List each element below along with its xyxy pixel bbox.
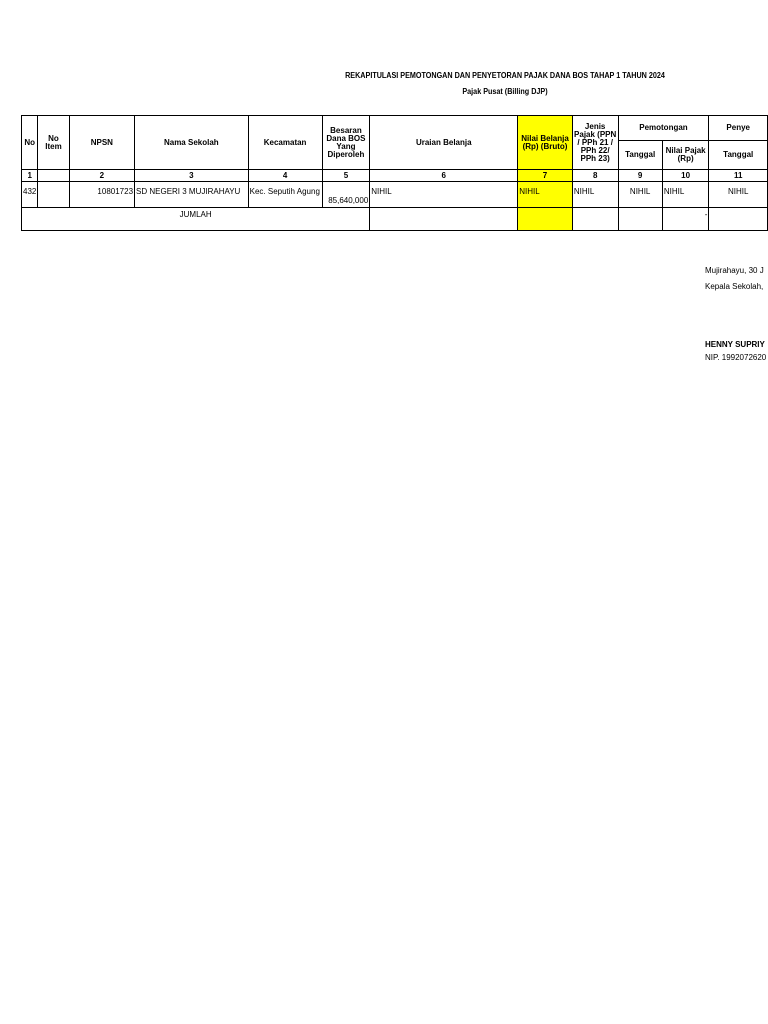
column-number: 4	[248, 170, 322, 182]
jumlah-nilai-pajak: -	[662, 208, 709, 231]
header-uraian: Uraian Belanja	[370, 116, 518, 170]
cell-npsn: 10801723	[69, 182, 134, 208]
column-number: 5	[322, 170, 370, 182]
signature-nip: NIP. 1992072620	[705, 353, 767, 362]
signature-place-date: Mujirahayu, 30 J	[705, 266, 764, 275]
header-no: No	[22, 116, 38, 170]
column-number: 11	[709, 170, 768, 182]
column-number: 6	[370, 170, 518, 182]
header-nilai-belanja: Nilai Belanja (Rp) (Bruto)	[518, 116, 573, 170]
empty-cell	[709, 208, 768, 231]
document-title: REKAPITULASI PEMOTONGAN DAN PENYETORAN PAJAK DANA BOS TAHAP 1 TAHUN 2024	[345, 71, 665, 80]
document-subtitle: Pajak Pusat (Billing DJP)	[462, 87, 548, 96]
column-number: 10	[662, 170, 709, 182]
signature-name: HENNY SUPRIY	[705, 340, 765, 349]
header-pemotongan: Pemotongan	[618, 116, 709, 141]
cell-no-item	[38, 182, 69, 208]
cell-uraian: NIHIL	[370, 182, 518, 208]
cell-jenis-pajak: NIHIL	[572, 182, 618, 208]
jumlah-label: JUMLAH	[22, 208, 370, 231]
column-number: 7	[518, 170, 573, 182]
cell-no: 432	[22, 182, 38, 208]
header-pemotongan-nilai: Nilai Pajak (Rp)	[662, 141, 709, 170]
column-number: 3	[135, 170, 249, 182]
header-jenis-pajak: Jenis Pajak (PPN / PPh 21 / PPh 22/ PPh 23)	[572, 116, 618, 170]
column-number: 1	[22, 170, 38, 182]
tax-recap-table	[21, 115, 768, 231]
cell-nilai-belanja: NIHIL	[518, 182, 573, 208]
empty-cell	[518, 208, 573, 231]
cell-pemotongan-nilai: NIHIL	[662, 182, 709, 208]
header-penyetoran: Penye	[709, 116, 768, 141]
header-besaran: Besaran Dana BOS Yang Diperoleh	[322, 116, 370, 170]
header-penyetoran-tanggal: Tanggal	[709, 141, 768, 170]
jumlah-row	[22, 208, 768, 231]
empty-cell	[572, 208, 618, 231]
header-no-item: No Item	[38, 116, 69, 170]
cell-penyetoran-tanggal: NIHIL	[709, 182, 768, 208]
header-npsn: NPSN	[69, 116, 134, 170]
cell-kecamatan: Kec. Seputih Agung	[248, 182, 322, 208]
cell-pemotongan-tanggal: NIHIL	[618, 182, 662, 208]
column-number: 8	[572, 170, 618, 182]
header-pemotongan-tanggal: Tanggal	[618, 141, 662, 170]
header-kecamatan: Kecamatan	[248, 116, 322, 170]
table-row	[22, 182, 768, 208]
column-number-row	[22, 170, 768, 182]
signature-role: Kepala Sekolah,	[705, 282, 764, 291]
column-number	[38, 170, 69, 182]
header-nama-sekolah: Nama Sekolah	[135, 116, 249, 170]
empty-cell	[618, 208, 662, 231]
cell-besaran: 85,640,000	[322, 182, 370, 208]
column-number: 2	[69, 170, 134, 182]
empty-cell	[370, 208, 518, 231]
cell-nama-sekolah: SD NEGERI 3 MUJIRAHAYU	[135, 182, 249, 208]
column-number: 9	[618, 170, 662, 182]
